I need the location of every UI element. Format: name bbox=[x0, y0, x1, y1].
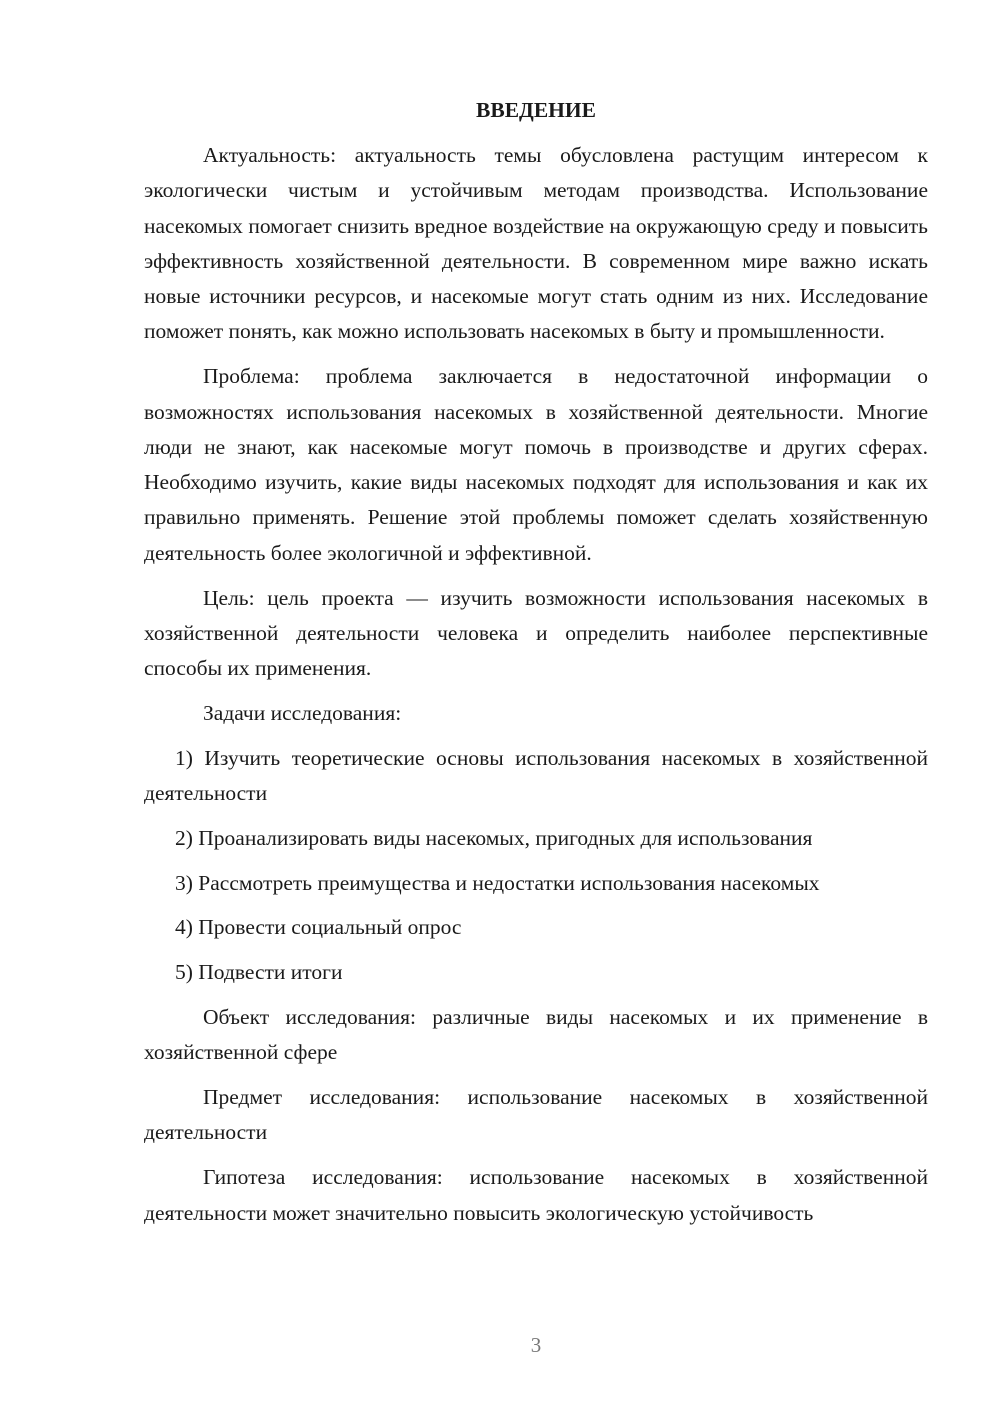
task-item-5: 5) Подвести итоги bbox=[175, 960, 343, 985]
tasks-list bbox=[144, 741, 928, 991]
tasks-heading: Задачи исследования: bbox=[203, 700, 402, 725]
relevance-paragraph: Актуальность: актуальность темы обусловлена растущим интересом к экологически чистым и устойчивым методам производства. Использование насекомых помогает снизить вредное воздействие на окружающую среду и повысить эффективность хозяйственной деятельности. В современном мире важно искать новые источники ресурсов, и насекомые могут стать одним из них. Исследование поможет понять, как можно использовать насекомых в быту и промышленности. bbox=[144, 143, 928, 344]
page-number: 3 bbox=[530, 1333, 542, 1357]
page-content bbox=[144, 94, 928, 1240]
task-item-1: 1) Изучить теоретические основы использования насекомых в хозяйственной деятельности bbox=[144, 745, 928, 806]
problem-paragraph: Проблема: проблема заключается в недостаточной информации о возможностях использования насекомых в хозяйственной деятельности. Многие люди не знают, как насекомые могут помочь в производстве и других сферах. Необходимо изучить, какие виды насекомых подходят для использования и как их правильно применять. Решение этой проблемы поможет сделать хозяйственную деятельность более экологичной и эффективной. bbox=[144, 364, 928, 565]
page-title: ВВЕДЕНИЕ bbox=[476, 98, 596, 122]
subject-paragraph: Предмет исследования: использование насекомых в хозяйственной деятельности bbox=[144, 1085, 928, 1145]
task-item-4: 4) Провести социальный опрос bbox=[175, 915, 462, 940]
task-item-2: 2) Проанализировать виды насекомых, пригодных для использования bbox=[175, 825, 813, 850]
goal-paragraph: Цель: цель проекта — изучить возможности использования насекомых в хозяйственной деятельности человека и определить наиболее перспективные способы их применения. bbox=[144, 585, 928, 681]
task-item-3: 3) Рассмотреть преимущества и недостатки использования насекомых bbox=[175, 870, 820, 895]
object-paragraph: Объект исследования: различные виды насекомых и их применение в хозяйственной сфере bbox=[144, 1005, 928, 1065]
hypothesis-paragraph: Гипотеза исследования: использование насекомых в хозяйственной деятельности может значительно повысить экологическую устойчивость bbox=[144, 1165, 928, 1225]
